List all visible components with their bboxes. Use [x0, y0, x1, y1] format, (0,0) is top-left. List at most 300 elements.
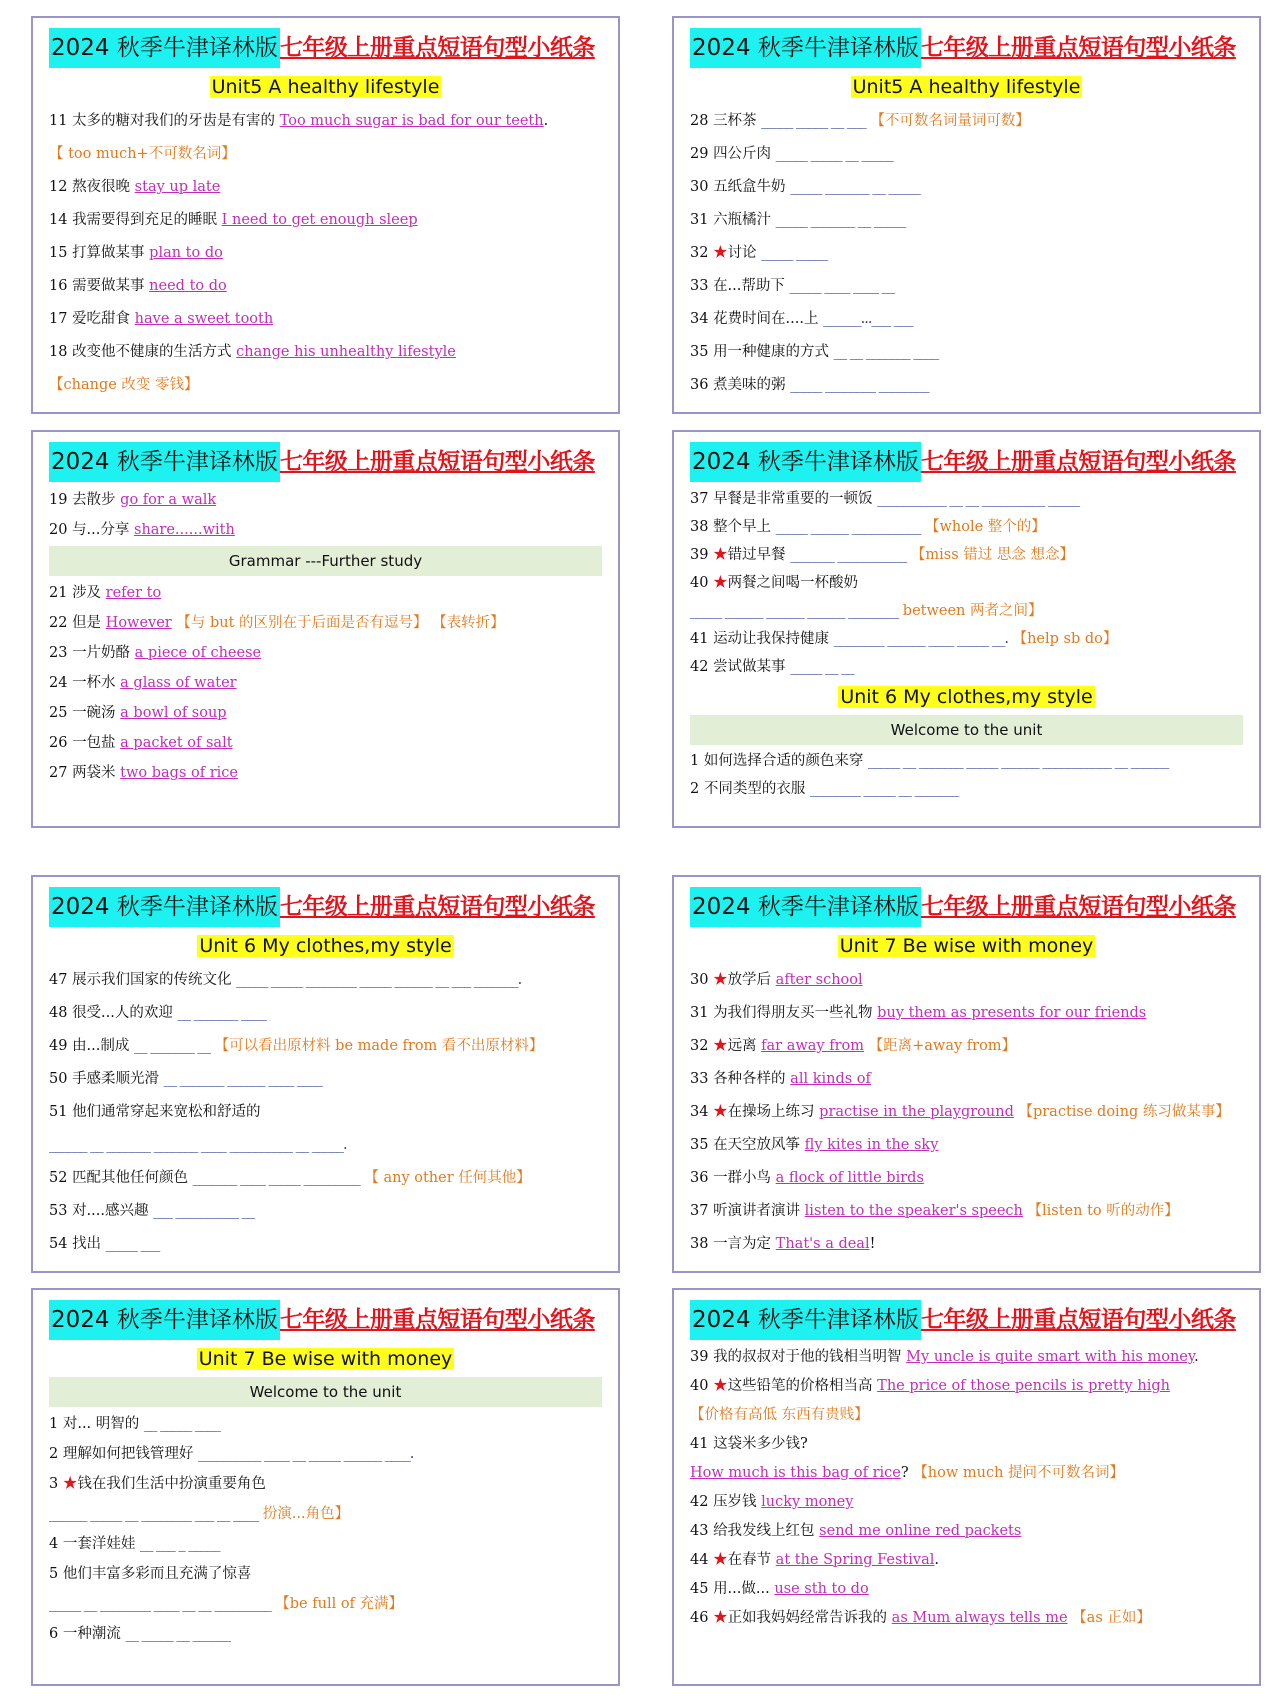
item-answer: a packet of salt: [120, 735, 233, 751]
item-chinese: 三杯茶: [713, 113, 757, 129]
item-note: 【be full of 充满】: [275, 1596, 404, 1612]
item-chinese: 钱在我们生活中扮演重要角色: [77, 1476, 266, 1492]
item-number: 42: [690, 1494, 709, 1510]
star-icon: ★: [713, 972, 728, 988]
list-item: [690, 1517, 1243, 1546]
list-item: [690, 625, 1243, 653]
item-number: 15: [49, 245, 68, 261]
list-item: [49, 1030, 602, 1063]
item-number: 35: [690, 344, 709, 360]
answer-blank: _____ __ ________ ____ __ __ _________: [49, 1596, 271, 1612]
item-note: 【可以看出原材料 be made from 看不出原材料】: [214, 1038, 544, 1054]
list-item: [49, 105, 602, 138]
item-chinese: 在操场上练习: [727, 1104, 815, 1120]
item-number: 18: [49, 344, 68, 360]
item-answer: all kinds of: [790, 1071, 871, 1087]
item-answer: buy them as presents for our friends: [877, 1005, 1147, 1021]
item-chinese: 错过早餐: [727, 547, 786, 563]
item-number: 35: [690, 1137, 709, 1153]
list-item: [690, 1343, 1243, 1372]
list-item: [690, 1546, 1243, 1575]
item-number: 51: [49, 1104, 68, 1120]
item-chinese: 正如我妈妈经常告诉我的: [727, 1610, 888, 1626]
unit-title: [49, 71, 602, 103]
answer-blank: _______ ___________: [790, 547, 907, 563]
item-number: 32: [690, 1038, 709, 1054]
item-answer: as Mum always tells me: [891, 1610, 1068, 1626]
section-band: Welcome to the unit: [49, 1377, 602, 1407]
star-icon: ★: [713, 1378, 728, 1394]
answer-blank: _____ ____ ____ __: [789, 278, 895, 294]
item-answer: refer to: [105, 585, 162, 601]
item-chinese: 用...做...: [713, 1581, 770, 1597]
header-title: 七年级上册重点短语句型小纸条: [279, 35, 595, 61]
item-chinese: 我需要得到充足的睡眠: [72, 212, 218, 228]
list-item: [49, 515, 602, 545]
item-chinese: 他们通常穿起来宽松和舒适的: [72, 1104, 261, 1120]
item-chinese: 但是: [72, 615, 102, 631]
item-answer: plan to do: [149, 245, 223, 261]
item-number: 28: [690, 113, 709, 129]
item-chinese: 一碗汤: [72, 705, 116, 721]
item-punct: .: [543, 113, 549, 129]
item-number: 31: [690, 212, 709, 228]
list-item: [49, 369, 602, 402]
item-number: 39: [690, 1349, 709, 1365]
item-chinese: 与...分享: [72, 522, 130, 538]
item-chinese: 爱吃甜食: [72, 311, 131, 327]
item-note: 【不可数名词量词可数】: [870, 113, 1030, 129]
card-header: [49, 28, 602, 68]
item-answer: listen to the speaker's speech: [804, 1203, 1023, 1219]
note-card: [31, 16, 620, 414]
item-number: 2: [49, 1446, 59, 1462]
list-item: [690, 1604, 1243, 1633]
note-card: [672, 16, 1261, 414]
item-note: 【表转折】: [432, 615, 505, 631]
item-chinese: 太多的糖对我们的牙齿是有害的: [72, 113, 276, 129]
item-answer: far away from: [761, 1038, 865, 1054]
item-answer: two bags of rice: [120, 765, 238, 781]
item-chinese: 一言为定: [713, 1236, 772, 1252]
section-band: Welcome to the unit: [690, 715, 1243, 745]
item-note: 扮演...角色】: [262, 1506, 350, 1522]
list-item: [690, 1430, 1243, 1459]
item-note: 【 too much+不可数名词】: [49, 146, 236, 162]
item-punct: .: [934, 1552, 939, 1568]
item-number: 29: [690, 146, 709, 162]
item-chinese: 给我发线上红包: [713, 1523, 815, 1539]
item-punct: .: [1194, 1349, 1199, 1365]
header-series: 2024 秋季牛津译林版: [49, 442, 280, 482]
item-number: 39: [690, 547, 709, 563]
item-answer: That's a deal: [775, 1236, 870, 1252]
list-item: [690, 597, 1243, 625]
list-item: [690, 775, 1243, 803]
note-card: [672, 430, 1261, 828]
item-note: 【as 正如】: [1072, 1610, 1151, 1626]
item-number: 41: [690, 631, 709, 647]
answer-blank: ___ __________ __: [153, 1203, 255, 1219]
unit-title-text: Unit 7 Be wise with money: [839, 935, 1094, 957]
star-icon: ★: [713, 575, 728, 591]
item-answer: a bowl of soup: [120, 705, 227, 721]
item-note: 【change 改变 零钱】: [49, 377, 199, 393]
list-item: [690, 336, 1243, 369]
item-chinese: 一杯水: [72, 675, 116, 691]
answer-blank: _____ _____: [761, 245, 828, 261]
item-answer: a flock of little birds: [775, 1170, 924, 1186]
item-number: 30: [690, 972, 709, 988]
unit-title: [690, 930, 1243, 962]
item-chinese: 在春节: [727, 1552, 772, 1568]
answer-blank: __________ ____ __ _____ ______ ____.: [197, 1446, 414, 1462]
answer-blank: _______ ____ _____ _________: [192, 1170, 360, 1186]
item-number: 20: [49, 522, 68, 538]
item-chinese: 一包盐: [72, 735, 116, 751]
item-number: 34: [690, 1104, 709, 1120]
item-number: 27: [49, 765, 68, 781]
header-series: 2024 秋季牛津译林版: [49, 887, 280, 927]
star-icon: ★: [713, 1552, 728, 1568]
item-number: 2: [690, 781, 700, 797]
answer-blank: __ _____ __ ______: [125, 1626, 231, 1642]
header-title: 七年级上册重点短语句型小纸条: [920, 35, 1236, 61]
item-chinese: 六瓶橘汁: [713, 212, 772, 228]
item-chinese: 需要做某事: [72, 278, 145, 294]
item-number: 52: [49, 1170, 68, 1186]
list-item: [690, 997, 1243, 1030]
item-number: 47: [49, 972, 68, 988]
item-chinese: 各种各样的: [713, 1071, 786, 1087]
list-item: [690, 171, 1243, 204]
item-punct: ?: [900, 1465, 909, 1481]
header-title: 七年级上册重点短语句型小纸条: [920, 1307, 1236, 1333]
answer-blank: ______ __ _______ _______ ____ __________ __ _____.: [49, 1137, 347, 1153]
list-item: [690, 270, 1243, 303]
item-number: 23: [49, 645, 68, 661]
list-item: [690, 1195, 1243, 1228]
list-item: [690, 964, 1243, 997]
item-number: 14: [49, 212, 68, 228]
item-number: 22: [49, 615, 68, 631]
list-item: [690, 1401, 1243, 1430]
item-number: 43: [690, 1523, 709, 1539]
answer-blank: _____ _____ __ _____: [775, 146, 893, 162]
list-item: [49, 1439, 602, 1469]
list-item: [49, 485, 602, 515]
card-header: [690, 887, 1243, 927]
item-number: 37: [690, 491, 709, 507]
item-number: 17: [49, 311, 68, 327]
star-icon: ★: [713, 547, 728, 563]
item-chinese: 运动让我保持健康: [713, 631, 830, 647]
item-chinese: 四公斤肉: [713, 146, 772, 162]
item-number: 31: [690, 1005, 709, 1021]
star-icon: ★: [62, 1476, 78, 1492]
list-item: [49, 1409, 602, 1439]
item-chinese: 花费时间在....上: [713, 311, 819, 327]
item-number: 38: [690, 1236, 709, 1252]
item-chinese: 手感柔顺光滑: [72, 1071, 160, 1087]
item-answer: send me online red packets: [819, 1523, 1022, 1539]
item-number: 26: [49, 735, 68, 751]
list-item: [690, 747, 1243, 775]
unit-title-text: Unit5 A healthy lifestyle: [852, 76, 1081, 98]
answer-blank: _____ ______ ______ ______ ________: [690, 603, 899, 619]
header-series: 2024 秋季牛津译林版: [690, 442, 921, 482]
header-series: 2024 秋季牛津译林版: [49, 1300, 280, 1340]
item-number: 4: [49, 1536, 59, 1552]
header-title: 七年级上册重点短语句型小纸条: [920, 449, 1236, 475]
item-note: 【 any other 任何其他】: [364, 1170, 531, 1186]
header-series: 2024 秋季牛津译林版: [690, 28, 921, 68]
list-item: [690, 653, 1243, 681]
list-item: [690, 541, 1243, 569]
item-chinese: 改变他不健康的生活方式: [72, 344, 232, 360]
item-number: 25: [49, 705, 68, 721]
card-header: [690, 28, 1243, 68]
list-item: [49, 578, 602, 608]
item-number: 44: [690, 1552, 709, 1568]
item-number: 40: [690, 1378, 709, 1394]
item-number: 11: [49, 113, 68, 129]
item-chinese: 由...制成: [72, 1038, 130, 1054]
item-chinese: 他们丰富多彩而且充满了惊喜: [62, 1566, 252, 1582]
list-item: [49, 1619, 602, 1649]
item-note: 【whole 整个的】: [925, 519, 1046, 535]
list-item: [690, 204, 1243, 237]
item-chinese: 在天空放风筝: [713, 1137, 801, 1153]
note-card: [31, 430, 620, 828]
answer-blank: __ _____ ____: [143, 1416, 220, 1432]
item-number: 40: [690, 575, 709, 591]
list-item: [690, 513, 1243, 541]
list-item: [49, 1228, 602, 1261]
list-item: [49, 270, 602, 303]
item-chinese: 一种潮流: [62, 1626, 121, 1642]
list-item: [49, 698, 602, 728]
header-title: 七年级上册重点短语句型小纸条: [279, 894, 595, 920]
item-answer: a glass of water: [120, 675, 237, 691]
item-answer: need to do: [149, 278, 227, 294]
list-item: [690, 1162, 1243, 1195]
item-chinese: 涉及: [72, 585, 102, 601]
item-answer: have a sweet tooth: [134, 311, 274, 327]
list-item: [49, 964, 602, 997]
item-number: 16: [49, 278, 68, 294]
answer-blank: _____ __ _______ _____ ______ ___________ __ ______: [867, 753, 1169, 769]
item-chinese: 展示我们国家的传统文化: [72, 972, 232, 988]
answer-blank: _____ ___: [105, 1236, 160, 1252]
list-item: [690, 569, 1243, 597]
item-number: 24: [49, 675, 68, 691]
list-item: [49, 1063, 602, 1096]
item-number: 19: [49, 492, 68, 508]
item-number: 34: [690, 311, 709, 327]
header-title: 七年级上册重点短语句型小纸条: [279, 449, 595, 475]
item-note: 【listen to 听的动作】: [1027, 1203, 1179, 1219]
section-band: Grammar ---Further study: [49, 546, 602, 576]
star-icon: ★: [713, 1038, 728, 1054]
item-chinese: 尝试做某事: [713, 659, 786, 675]
item-chinese: 这袋米多少钱?: [713, 1436, 808, 1452]
note-card: [31, 875, 620, 1273]
list-item: [49, 758, 602, 788]
item-chinese: 熬夜很晚: [72, 179, 131, 195]
item-number: 33: [690, 1071, 709, 1087]
item-number: 6: [49, 1626, 59, 1642]
item-chinese: 理解如何把钱管理好: [62, 1446, 194, 1462]
list-item: [690, 303, 1243, 336]
item-chinese: 早餐是非常重要的一顿饭: [713, 491, 873, 507]
item-note: 【practise doing 练习做某事】: [1018, 1104, 1230, 1120]
item-answer: a piece of cheese: [134, 645, 262, 661]
item-answer: However: [105, 615, 172, 631]
list-item: [690, 1129, 1243, 1162]
answer-blank: __ _______ ______ ____ ____: [163, 1071, 322, 1087]
item-chinese: 听演讲者演讲: [713, 1203, 801, 1219]
item-answer: go for a walk: [120, 492, 217, 508]
item-chinese: 对... 明智的: [62, 1416, 140, 1432]
answer-blank: _____ __ __: [790, 659, 854, 675]
item-chinese: 放学后: [727, 972, 772, 988]
star-icon: ★: [713, 245, 728, 261]
answer-blank: _____ _______ __ _____: [790, 179, 920, 195]
note-card: [672, 1288, 1261, 1686]
star-icon: ★: [713, 1610, 728, 1626]
item-chinese: 讨论: [727, 245, 757, 261]
card-header: [49, 887, 602, 927]
list-item: [49, 668, 602, 698]
list-item: [690, 1096, 1243, 1129]
unit-title-text: Unit5 A healthy lifestyle: [211, 76, 440, 98]
list-item: [690, 1063, 1243, 1096]
list-item: [49, 171, 602, 204]
item-chinese: 去散步: [72, 492, 116, 508]
answer-blank: ______...___ ___: [823, 311, 913, 327]
item-answer: lucky money: [761, 1494, 854, 1510]
item-number: 1: [690, 753, 700, 769]
answer-blank: __ _______ ____: [177, 1005, 266, 1021]
note-card: [672, 875, 1261, 1273]
item-chinese: 很受...人的欢迎: [72, 1005, 173, 1021]
item-chinese: 一片奶酪: [72, 645, 131, 661]
header-title: 七年级上册重点短语句型小纸条: [279, 1307, 595, 1333]
card-header: [49, 1300, 602, 1340]
item-note: 【help sb do】: [1012, 631, 1118, 647]
answer-blank: _____ _____ ________ _____ ______ __ ___ _______.: [236, 972, 522, 988]
header-series: 2024 秋季牛津译林版: [690, 1300, 921, 1340]
list-item: [49, 1129, 602, 1162]
item-answer: Too much sugar is bad for our teeth: [279, 113, 544, 129]
item-number: 45: [690, 1581, 709, 1597]
list-item: [49, 1589, 602, 1619]
item-chinese: 整个早上: [713, 519, 772, 535]
list-item: [49, 608, 602, 638]
list-item: [49, 1096, 602, 1129]
item-number: 1: [49, 1416, 59, 1432]
item-note: 【距离+away from】: [868, 1038, 1017, 1054]
unit-title-text: Unit 6 My clothes,my style: [840, 686, 1093, 708]
answer-blank: ________ _____ __ _______: [809, 781, 959, 797]
card-header: [49, 442, 602, 482]
list-item: [49, 237, 602, 270]
item-chinese: 远离: [727, 1038, 757, 1054]
answer-blank: ________ ______ ____ _____ __.: [833, 631, 1008, 647]
item-note: 【miss 错过 思念 想念】: [910, 547, 1074, 563]
list-item: [49, 336, 602, 369]
unit-title-text: Unit 7 Be wise with money: [198, 1348, 453, 1370]
list-item: [49, 1529, 602, 1559]
item-note: 【how much 提问不可数名词】: [913, 1465, 1125, 1481]
list-item: [690, 485, 1243, 513]
unit-title: [690, 681, 1243, 713]
list-item: [49, 1195, 602, 1228]
item-chinese: 煮美味的粥: [713, 377, 786, 393]
item-answer: stay up late: [134, 179, 221, 195]
item-answer: after school: [775, 972, 863, 988]
item-number: 12: [49, 179, 68, 195]
item-note: 【与 but 的区别在于后面是否有逗号】: [176, 615, 428, 631]
unit-title: [49, 930, 602, 962]
answer-blank: __ __ _______ ____: [833, 344, 939, 360]
item-number: 41: [690, 1436, 709, 1452]
list-item: [49, 1559, 602, 1589]
answer-blank: __ ___ _ _____: [139, 1536, 220, 1552]
item-answer: at the Spring Festival: [775, 1552, 935, 1568]
header-series: 2024 秋季牛津译林版: [49, 28, 280, 68]
item-chinese: 一群小鸟: [713, 1170, 772, 1186]
list-item: [690, 237, 1243, 270]
answer-blank: __ _______ __: [134, 1038, 210, 1054]
item-number: 38: [690, 519, 709, 535]
answer-blank: _____ ________ ________: [790, 377, 929, 393]
item-punct: !: [869, 1236, 876, 1252]
item-answer: share......with: [134, 522, 235, 538]
unit-title-text: Unit 6 My clothes,my style: [199, 935, 452, 957]
item-chinese: 对....感兴趣: [72, 1203, 149, 1219]
item-number: 36: [690, 1170, 709, 1186]
header-title: 七年级上册重点短语句型小纸条: [920, 894, 1236, 920]
unit-title: [49, 1343, 602, 1375]
item-chinese: 我的叔叔对于他的钱相当明智: [713, 1349, 902, 1365]
list-item: [49, 138, 602, 171]
list-item: [49, 1162, 602, 1195]
item-chinese: 五纸盒牛奶: [713, 179, 786, 195]
item-answer: practise in the playground: [819, 1104, 1014, 1120]
list-item: [49, 638, 602, 668]
list-item: [690, 1228, 1243, 1261]
item-number: 33: [690, 278, 709, 294]
list-item: [690, 105, 1243, 138]
item-number: 42: [690, 659, 709, 675]
list-item: [690, 1030, 1243, 1063]
item-number: 32: [690, 245, 709, 261]
answer-blank: ___________ __ __ __________ _____: [877, 491, 1080, 507]
list-item: [690, 138, 1243, 171]
item-chinese: 为我们得朋友买一些礼物: [713, 1005, 873, 1021]
list-item: [690, 1575, 1243, 1604]
list-item: [690, 1372, 1243, 1401]
item-number: 37: [690, 1203, 709, 1219]
item-chinese: 匹配其他任何颜色: [72, 1170, 189, 1186]
list-item: [49, 204, 602, 237]
item-number: 49: [49, 1038, 68, 1054]
card-header: [690, 1300, 1243, 1340]
item-number: 46: [690, 1610, 709, 1626]
item-number: 3: [49, 1476, 59, 1492]
